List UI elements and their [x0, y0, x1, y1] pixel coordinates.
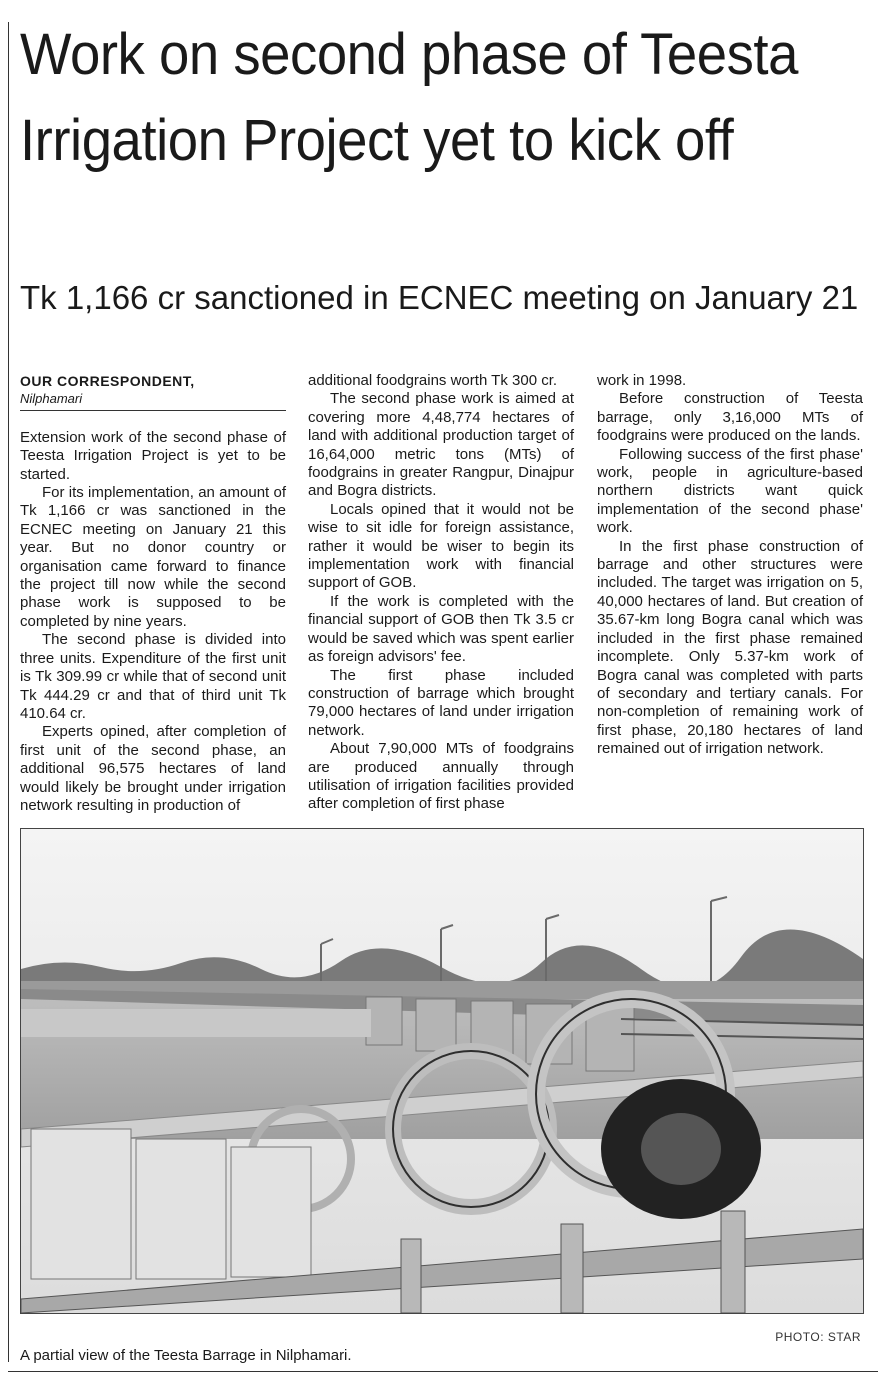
paragraph: work in 1998.	[597, 372, 687, 389]
article-column-2	[308, 372, 574, 814]
subheadline: Tk 1,166 cr sanctioned in ECNEC meeting on January 21	[20, 279, 859, 316]
paragraph: For its implementation, an amount of Tk 1,166 cr was sanctioned in the ECNEC meeting on January 21 this year. But no donor country or organisation came forward to finance the project till now while the second phase work is supposed to be completed by nine years.	[20, 484, 286, 630]
paragraph: If the work is completed with the financial support of GOB then Tk 3.5 cr would be saved which was spent earlier as foreign advisors' fee.	[308, 592, 574, 666]
paragraph: additional foodgrains worth Tk 300 cr.	[308, 372, 558, 389]
paragraph: Following success of the first phase' work, people in agriculture-based northern districts want quick implementation of the second phase' work.	[597, 445, 863, 537]
paragraph: Experts opined, after completion of first unit of the second phase, an additional 96,575 hectares of land would likely be brought under irrigation network resulting in production of	[20, 723, 286, 814]
paragraph: About 7,90,000 MTs of foodgrains are produced annually through utilisation of irrigation facilities provided after completion of first phase	[308, 740, 574, 813]
article-column-1	[20, 372, 286, 815]
barrage-photo-illustration	[21, 829, 863, 1313]
paragraph: In the first phase construction of barrage and other structures were included. The target was irrigation on 5, 40,000 hectares of land. But creation of 35.67-km long Bogra canal which was included in the first phase remained incomplete. Only 5.37-km work of Bogra canal was completed with parts of secondary and tertiary canals. For non-completion of remaining work of first phase, 20,180 hectares of land remained out of irrigation network.	[597, 537, 863, 758]
photo-caption: A partial view of the Teesta Barrage in Nilphamari.	[20, 1347, 352, 1364]
byline: OUR CORRESPONDENT,	[20, 373, 195, 389]
paragraph: Before construction of Teesta barrage, only 3,16,000 MTs of foodgrains were produced on the lands.	[597, 390, 863, 445]
headline: Work on second phase of Teesta Irrigation Project yet to kick off	[20, 22, 798, 173]
barrage-photo	[20, 828, 864, 1314]
paragraph: The first phase included construction of barrage which brought 79,000 hectares of land under irrigation network.	[308, 666, 574, 739]
bottom-rule	[8, 1371, 878, 1372]
dateline: Nilphamari	[20, 390, 286, 410]
paragraph: The second phase is divided into three units. Expenditure of the first unit is Tk 309.99 cr while that of second unit Tk 444.29 cr and that of third unit Tk 410.64 cr.	[20, 631, 286, 722]
photo-credit: PHOTO: STAR	[775, 1330, 861, 1344]
left-column-rule	[8, 22, 9, 1362]
paragraph: Locals opined that it would not be wise to sit idle for foreign assistance, rather it would be wiser to begin its implementation work with financial support of GOB.	[308, 500, 574, 592]
paragraph: Extension work of the second phase of Teesta Irrigation Project is yet to be started.	[20, 428, 286, 483]
article-column-3	[597, 372, 863, 759]
paragraph: The second phase work is aimed at covering more 4,48,774 hectares of land with additional production target of 16,64,000 metric tons (MTs) of foodgrains in greater Rangpur, Dinajpur and Bogra districts.	[308, 390, 574, 500]
